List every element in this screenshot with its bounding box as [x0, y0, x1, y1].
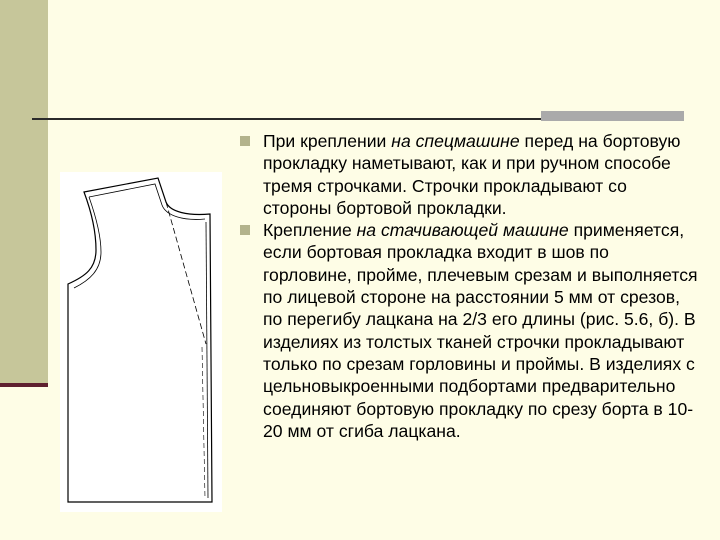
- garment-front-pattern-drawing: [60, 172, 222, 512]
- square-bullet-icon: [240, 225, 250, 235]
- left-band-accent: [0, 383, 48, 387]
- bullet-item: [237, 219, 699, 442]
- bullet-text-italic: на спецмашине: [391, 131, 520, 151]
- bullet-text-italic: на стачивающей машине: [356, 220, 569, 241]
- pattern-paper: [60, 172, 222, 512]
- bullet-text-part: применяется, если бортовая прокладка входит в шов по горловине, пройме, плечевым срезам и выполняется по лицевой стороне на расстоянии 5 мм от срезов, по перегибу лацкана на 2/3 его длины (рис. 5.6, б). В изделиях из толстых тканей строчки прокладывают только по срезам горловины и проймы. В изделиях с цельновыкроенными подбортами предварительно соединяют бортовую прокладку по срезу борта в 10-20 мм от сгиба лацкана.: [263, 220, 698, 441]
- bullet-text-part: При креплении: [263, 131, 392, 151]
- content-text: [237, 130, 699, 442]
- bullet-text-part: перед на бортовую прокладку наметывают, как и при ручном способе тремя строчками. Строчки прокладывают со стороны бортовой прокладки.: [263, 131, 681, 218]
- left-decorative-band: [0, 0, 48, 383]
- bullet-item: [237, 130, 699, 219]
- header-accent-bar: [541, 111, 684, 121]
- bullet-text-part: Крепление: [263, 220, 357, 241]
- square-bullet-icon: [240, 136, 250, 146]
